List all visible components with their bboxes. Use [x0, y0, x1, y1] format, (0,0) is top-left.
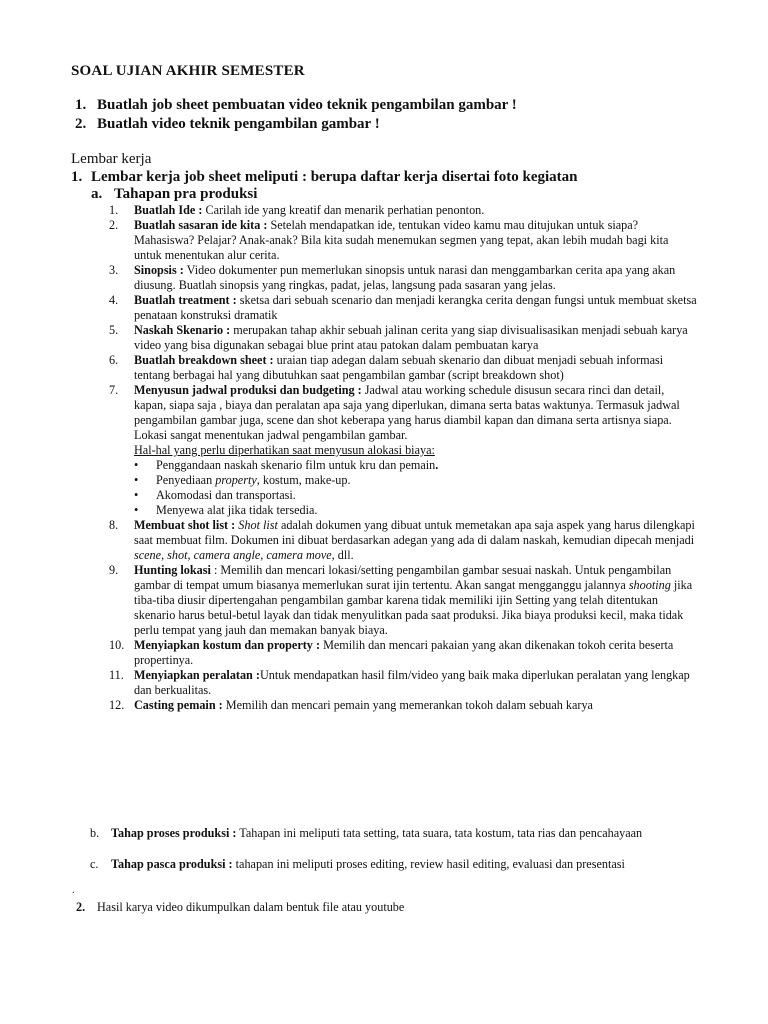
list-item: [109, 518, 699, 563]
subsection-letter: c.: [90, 857, 99, 871]
biaya-note-text: Hal-hal yang perlu diperhatikan saat menyusun alokasi biaya:: [134, 443, 435, 457]
list-item: [109, 668, 699, 698]
item-number: 7.: [109, 383, 119, 397]
bullet-item: [134, 473, 699, 488]
item-heading: Menyiapkan peralatan :: [134, 668, 260, 682]
bullet-icon: •: [134, 473, 139, 487]
item-emphasis: Shot list: [238, 518, 278, 532]
item-heading: Casting pemain :: [134, 698, 223, 712]
section-text: Lembar kerja job sheet meliputi : berupa daftar kerja disertai foto kegiatan: [91, 169, 578, 185]
item-text: , dll.: [331, 548, 354, 562]
item-text: Carilah ide yang kreatif dan menarik perhatian penonton.: [202, 203, 485, 217]
subsection-text: tahapan ini meliputi proses editing, review hasil editing, evaluasi dan presentasi: [232, 857, 625, 871]
item-number: 12.: [109, 698, 125, 712]
list-item: [109, 263, 699, 293]
item-heading: Sinopsis :: [134, 263, 184, 277]
item-heading: Buatlah treatment :: [134, 293, 237, 307]
page-title: SOAL UJIAN AKHIR SEMESTER: [71, 63, 305, 79]
item-number: 3.: [109, 263, 119, 277]
list-item: [109, 698, 699, 713]
question-2: [75, 116, 380, 133]
list-item: [109, 203, 699, 218]
question-number: 2.: [75, 116, 87, 132]
list-item: [109, 353, 699, 383]
item-text: Memilih dan mencari pakaian yang akan dikenakan tokoh cerita beserta propertinya.: [134, 638, 674, 667]
subsection-title: Tahapan pra produksi: [114, 186, 258, 202]
item-text: sketsa dari sebuah scenario dan menjadi kerangka cerita dengan fungsi untuk membuat sketsa penataan konstruksi dramatik: [134, 293, 697, 322]
item-heading: Buatlah Ide :: [134, 203, 203, 217]
bullet-text-end: .: [435, 458, 439, 472]
item-text: Setelah mendapatkan ide, tentukan video kamu mau ditujukan untuk siapa? Mahasiswa? Pelajar? Anak-anak? Bila kita sudah menemukan segmen yang tepat, akan lebih mudah bagi kita untuk menentukan alur cerita.: [134, 218, 669, 262]
item-text: adalah dokumen yang dibuat untuk memetakan apa saja aspek yang harus dilengkapi saat membuat film. Dokumen ini dibuat berdasarkan adegan yang ada di dalam naskah, kemudian dipecah menjadi: [134, 518, 695, 547]
item-emphasis: scene, shot: [134, 548, 188, 562]
list-item: [109, 218, 699, 263]
item-heading: Menyiapkan kostum dan property :: [134, 638, 321, 652]
bullet-icon: •: [134, 488, 139, 502]
item-heading: Hunting lokasi: [134, 563, 211, 577]
subsection-heading: Tahap pasca produksi :: [111, 857, 233, 871]
bullet-emphasis: property: [215, 473, 257, 487]
subsection-c: [90, 857, 700, 872]
item-text: Jadwal atau working schedule disusun secara rinci dan detail, kapan, siapa saja , biaya dan peralatan apa saja yang diperlukan, dimana serta batas waktunya. Termasuk jadwal pengambilan gambar juga, scene dan shot keberapa yang harus diambil kapan dan dimana serta artisnya siapa. Lokasi sangat menentukan jadwal pengambilan gambar.: [134, 383, 680, 442]
bullet-icon: •: [134, 503, 139, 517]
item-number: 8.: [109, 518, 119, 532]
item-heading: Menyusun jadwal produksi dan budgeting :: [134, 383, 362, 397]
bullet-item: [134, 503, 699, 518]
subsection-letter: a.: [91, 186, 103, 202]
item-text: uraian tiap adegan dalam sebuah skenario dan dibuat menjadi sebuah informasi tentang berbagai hal yang dibutuhkan saat pengambilan gambar (script breakdown shot): [134, 353, 664, 382]
bullet-text: Menyewa alat jika tidak tersedia.: [156, 503, 318, 517]
subsection-b: [90, 826, 700, 841]
item-number: 1.: [109, 203, 119, 217]
question-1: [75, 97, 517, 114]
item-emphasis: shooting: [628, 578, 671, 592]
item-separator: ,: [260, 548, 267, 562]
question-text: Buatlah job sheet pembuatan video teknik pengambilan gambar !: [97, 97, 517, 113]
bullet-item: [134, 458, 699, 473]
item-text: Untuk mendapatkan hasil film/video yang baik maka diperlukan peralatan yang lengkap dan berkualitas.: [134, 668, 690, 697]
item-text: Video dokumenter pun memerlukan sinopsis untuk narasi dan menggambarkan cerita apa yang akan diusung. Buatlah sinopsis yang ringkas, padat, jelas, langsung pada sasaran yang jelas.: [134, 263, 676, 292]
final-instruction: [76, 900, 404, 915]
item-number: 4.: [109, 293, 119, 307]
item-number: 2.: [76, 900, 86, 914]
subsection-text: Tahapan ini meliputi tata setting, tata suara, tata kostum, tata rias dan pencahayaan: [236, 826, 643, 840]
subsection-letter: b.: [90, 826, 100, 840]
item-separator: ,: [187, 548, 194, 562]
stray-dot: .: [72, 885, 75, 896]
item-text: Hasil karya video dikumpulkan dalam bentuk file atau youtube: [97, 900, 405, 914]
list-item: [109, 563, 699, 638]
bullet-text: Akomodasi dan transportasi.: [156, 488, 296, 502]
item-emphasis: camera move: [266, 548, 332, 562]
list-item: [109, 323, 699, 353]
list-item: [109, 638, 699, 668]
item-heading: Buatlah breakdown sheet :: [134, 353, 274, 367]
item-number: 11.: [109, 668, 124, 682]
bullet-text-end: , kostum, make-up.: [256, 473, 351, 487]
bullet-text: Penyediaan: [156, 473, 216, 487]
item-heading: Buatlah sasaran ide kita :: [134, 218, 268, 232]
pra-produksi-list: [109, 203, 699, 713]
item-emphasis: camera angle: [193, 548, 261, 562]
item-text: jika tiba-tiba diusir dipertengahan pengambilan gambar karena tidak memiliki ijin Setting yang telah ditentukan skenario harus betul-betul layak dan tidak menyulitkan pada saat produksi. Jika biaya produksi kecil, maka tidak perlu tempat yang jauh dan memakan banyak biaya.: [134, 578, 693, 637]
bullet-icon: •: [134, 458, 139, 472]
item-number: 6.: [109, 353, 119, 367]
item-number: 2.: [109, 218, 119, 232]
list-item: [109, 293, 699, 323]
item-number: 10.: [109, 638, 125, 652]
item-heading: Naskah Skenario :: [134, 323, 231, 337]
item-text: Memilih dan mencari pemain yang memerankan tokoh dalam sebuah karya: [222, 698, 593, 712]
item-heading: Membuat shot list :: [134, 518, 236, 532]
biaya-note: [134, 443, 699, 458]
section-1: [71, 169, 577, 186]
subsection-heading: Tahap proses produksi :: [111, 826, 237, 840]
bullet-text: Penggandaan naskah skenario film untuk kru dan pemain: [156, 458, 436, 472]
item-number: 5.: [109, 323, 119, 337]
lembar-kerja-heading: Lembar kerja: [71, 151, 152, 167]
question-number: 1.: [75, 97, 87, 113]
item-number: 9.: [109, 563, 119, 577]
list-item: [109, 383, 699, 443]
subsection-a: [91, 186, 257, 203]
bullet-item: [134, 488, 699, 503]
item-text: : Memilih dan mencari lokasi/setting pengambilan gambar sesuai naskah. Untuk pengambilan gambar di tempat umum biasanya memerlukan surat ijin tertentu. Akan sangat mengganggu jalannya: [134, 563, 672, 592]
question-text: Buatlah video teknik pengambilan gambar !: [97, 116, 380, 132]
section-number: 1.: [71, 169, 83, 185]
item-text: merupakan tahap akhir sebuah jalinan cerita yang siap divisualisasikan menjadi sebuah karya video yang bisa digunakan sebagai blue print atau patokan dalam pembuatan karya: [134, 323, 688, 352]
